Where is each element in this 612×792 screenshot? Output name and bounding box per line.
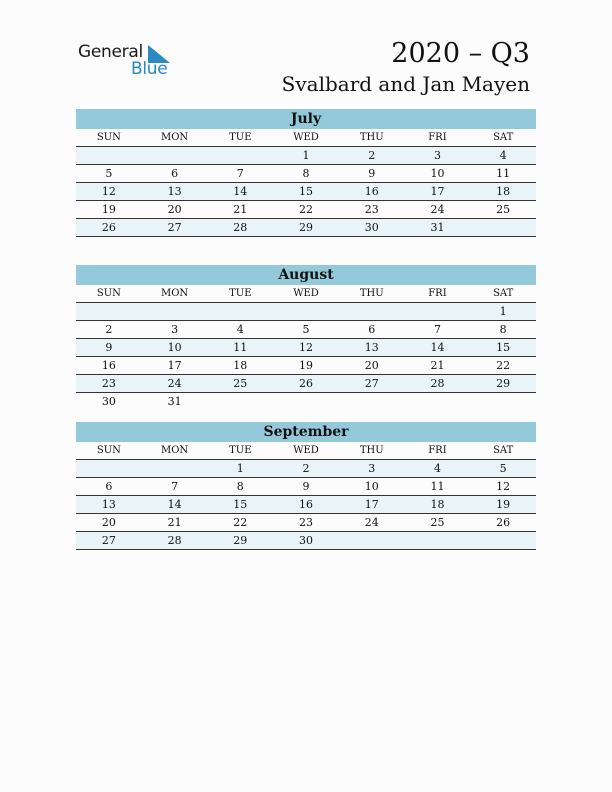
weekday-label: MON bbox=[160, 288, 189, 299]
day-cell: 18 bbox=[430, 498, 445, 511]
day-cell: 17 bbox=[430, 185, 445, 198]
day-cell: 3 bbox=[433, 149, 441, 162]
day-cell: 28 bbox=[233, 221, 248, 234]
day-cell: 9 bbox=[368, 167, 376, 180]
day-cell: 9 bbox=[302, 480, 310, 493]
day-cell: 6 bbox=[368, 323, 376, 336]
logo-blue-text: Blue bbox=[131, 59, 168, 79]
weekday-label: SAT bbox=[493, 132, 514, 143]
day-cell: 10 bbox=[167, 341, 182, 354]
day-cell: 2 bbox=[105, 323, 113, 336]
day-cell: 7 bbox=[236, 167, 244, 180]
day-cell: 10 bbox=[364, 480, 379, 493]
page-subtitle: Svalbard and Jan Mayen bbox=[281, 72, 530, 96]
day-cell: 17 bbox=[167, 359, 182, 372]
day-cell: 15 bbox=[233, 498, 248, 511]
weekday-label: WED bbox=[293, 288, 319, 299]
day-cell: 20 bbox=[167, 203, 182, 216]
day-cell: 6 bbox=[171, 167, 179, 180]
day-cell: 29 bbox=[299, 221, 314, 234]
day-cell: 23 bbox=[364, 203, 379, 216]
day-cell: 22 bbox=[299, 203, 314, 216]
week-row bbox=[76, 219, 536, 237]
day-cell: 21 bbox=[167, 516, 182, 529]
day-cell: 15 bbox=[496, 341, 511, 354]
day-cell: 21 bbox=[430, 359, 445, 372]
day-cell: 9 bbox=[105, 341, 113, 354]
day-cell bbox=[339, 532, 405, 549]
weekday-header bbox=[76, 285, 536, 303]
week-row bbox=[76, 165, 536, 183]
week-row bbox=[76, 183, 536, 201]
day-cell: 11 bbox=[496, 167, 511, 180]
day-cell: 31 bbox=[167, 395, 182, 408]
day-cell: 13 bbox=[101, 498, 116, 511]
week-row bbox=[76, 321, 536, 339]
day-cell: 11 bbox=[233, 341, 248, 354]
weekday-label: MON bbox=[160, 445, 189, 456]
weekday-label: THU bbox=[359, 445, 384, 456]
day-cell: 25 bbox=[233, 377, 248, 390]
day-cell bbox=[470, 532, 536, 549]
day-cell bbox=[273, 393, 339, 410]
day-cell: 30 bbox=[364, 221, 379, 234]
day-cell: 8 bbox=[302, 167, 310, 180]
day-cell: 28 bbox=[430, 377, 445, 390]
week-row bbox=[76, 514, 536, 532]
week-row bbox=[76, 496, 536, 514]
weekday-label: FRI bbox=[428, 445, 447, 456]
day-cell: 20 bbox=[101, 516, 116, 529]
day-cell: 7 bbox=[171, 480, 179, 493]
day-cell bbox=[142, 147, 208, 164]
day-cell: 14 bbox=[430, 341, 445, 354]
day-cell bbox=[405, 393, 471, 410]
day-cell bbox=[142, 303, 208, 320]
week-row bbox=[76, 357, 536, 375]
day-cell bbox=[76, 303, 142, 320]
day-cell: 30 bbox=[101, 395, 116, 408]
weekday-label: SAT bbox=[493, 288, 514, 299]
day-cell bbox=[207, 147, 273, 164]
day-cell: 24 bbox=[167, 377, 182, 390]
logo-general-text: General bbox=[78, 42, 143, 62]
weekday-label: WED bbox=[293, 445, 319, 456]
week-row bbox=[76, 532, 536, 550]
day-cell: 5 bbox=[302, 323, 310, 336]
day-cell: 18 bbox=[233, 359, 248, 372]
weekday-label: THU bbox=[359, 288, 384, 299]
day-cell: 15 bbox=[299, 185, 314, 198]
day-cell: 1 bbox=[302, 149, 310, 162]
day-cell: 27 bbox=[101, 534, 116, 547]
day-cell: 25 bbox=[496, 203, 511, 216]
week-row bbox=[76, 460, 536, 478]
day-cell: 26 bbox=[496, 516, 511, 529]
weekday-label: SUN bbox=[96, 288, 121, 299]
day-cell: 24 bbox=[364, 516, 379, 529]
week-row bbox=[76, 375, 536, 393]
day-cell: 5 bbox=[499, 462, 507, 475]
weekday-label: FRI bbox=[428, 132, 447, 143]
day-cell: 14 bbox=[167, 498, 182, 511]
day-cell: 3 bbox=[171, 323, 179, 336]
weekday-label: SUN bbox=[96, 132, 121, 143]
day-cell bbox=[339, 393, 405, 410]
day-cell: 19 bbox=[299, 359, 314, 372]
week-row bbox=[76, 339, 536, 357]
day-cell: 18 bbox=[496, 185, 511, 198]
weekday-label: TUE bbox=[229, 132, 252, 143]
day-cell: 6 bbox=[105, 480, 113, 493]
day-cell bbox=[207, 303, 273, 320]
day-cell bbox=[470, 219, 536, 236]
page-title: 2020 – Q3 bbox=[391, 38, 530, 69]
day-cell: 1 bbox=[236, 462, 244, 475]
day-cell: 21 bbox=[233, 203, 248, 216]
day-cell bbox=[76, 460, 142, 477]
day-cell: 2 bbox=[302, 462, 310, 475]
day-cell bbox=[273, 303, 339, 320]
day-cell: 4 bbox=[499, 149, 507, 162]
day-cell: 8 bbox=[499, 323, 507, 336]
day-cell bbox=[76, 147, 142, 164]
day-cell bbox=[405, 303, 471, 320]
day-cell: 16 bbox=[101, 359, 116, 372]
day-cell: 16 bbox=[364, 185, 379, 198]
month-title: August bbox=[76, 265, 536, 285]
day-cell: 20 bbox=[364, 359, 379, 372]
day-cell: 19 bbox=[496, 498, 511, 511]
day-cell: 7 bbox=[433, 323, 441, 336]
day-cell: 29 bbox=[496, 377, 511, 390]
day-cell: 2 bbox=[368, 149, 376, 162]
day-cell: 12 bbox=[101, 185, 116, 198]
day-cell bbox=[339, 303, 405, 320]
day-cell: 4 bbox=[433, 462, 441, 475]
month-july bbox=[76, 109, 536, 237]
day-cell: 12 bbox=[496, 480, 511, 493]
week-row bbox=[76, 201, 536, 219]
weekday-label: TUE bbox=[229, 445, 252, 456]
day-cell bbox=[142, 460, 208, 477]
day-cell: 14 bbox=[233, 185, 248, 198]
weekday-label: FRI bbox=[428, 288, 447, 299]
month-august bbox=[76, 265, 536, 410]
weekday-header bbox=[76, 129, 536, 147]
day-cell: 19 bbox=[101, 203, 116, 216]
day-cell bbox=[405, 532, 471, 549]
day-cell: 17 bbox=[364, 498, 379, 511]
day-cell: 26 bbox=[101, 221, 116, 234]
day-cell: 16 bbox=[299, 498, 314, 511]
day-cell: 31 bbox=[430, 221, 445, 234]
day-cell: 3 bbox=[368, 462, 376, 475]
day-cell: 13 bbox=[364, 341, 379, 354]
day-cell: 30 bbox=[299, 534, 314, 547]
weekday-label: THU bbox=[359, 132, 384, 143]
weekday-label: WED bbox=[293, 132, 319, 143]
logo bbox=[78, 42, 178, 82]
week-row bbox=[76, 147, 536, 165]
day-cell: 29 bbox=[233, 534, 248, 547]
weekday-header bbox=[76, 442, 536, 460]
day-cell: 25 bbox=[430, 516, 445, 529]
day-cell: 4 bbox=[236, 323, 244, 336]
week-row bbox=[76, 393, 536, 410]
week-row bbox=[76, 303, 536, 321]
month-title: July bbox=[76, 109, 536, 129]
month-september bbox=[76, 422, 536, 550]
day-cell bbox=[207, 393, 273, 410]
day-cell: 22 bbox=[496, 359, 511, 372]
day-cell: 26 bbox=[299, 377, 314, 390]
month-title: September bbox=[76, 422, 536, 442]
day-cell: 28 bbox=[167, 534, 182, 547]
week-row bbox=[76, 478, 536, 496]
weekday-label: TUE bbox=[229, 288, 252, 299]
day-cell: 22 bbox=[233, 516, 248, 529]
weekday-label: SUN bbox=[96, 445, 121, 456]
weekday-label: MON bbox=[160, 132, 189, 143]
day-cell: 24 bbox=[430, 203, 445, 216]
day-cell: 27 bbox=[364, 377, 379, 390]
weekday-label: SAT bbox=[493, 445, 514, 456]
day-cell: 5 bbox=[105, 167, 113, 180]
day-cell bbox=[470, 393, 536, 410]
day-cell: 1 bbox=[499, 305, 507, 318]
day-cell: 27 bbox=[167, 221, 182, 234]
day-cell: 12 bbox=[299, 341, 314, 354]
day-cell: 13 bbox=[167, 185, 182, 198]
day-cell: 23 bbox=[101, 377, 116, 390]
day-cell: 11 bbox=[430, 480, 445, 493]
day-cell: 8 bbox=[236, 480, 244, 493]
day-cell: 10 bbox=[430, 167, 445, 180]
day-cell: 23 bbox=[299, 516, 314, 529]
